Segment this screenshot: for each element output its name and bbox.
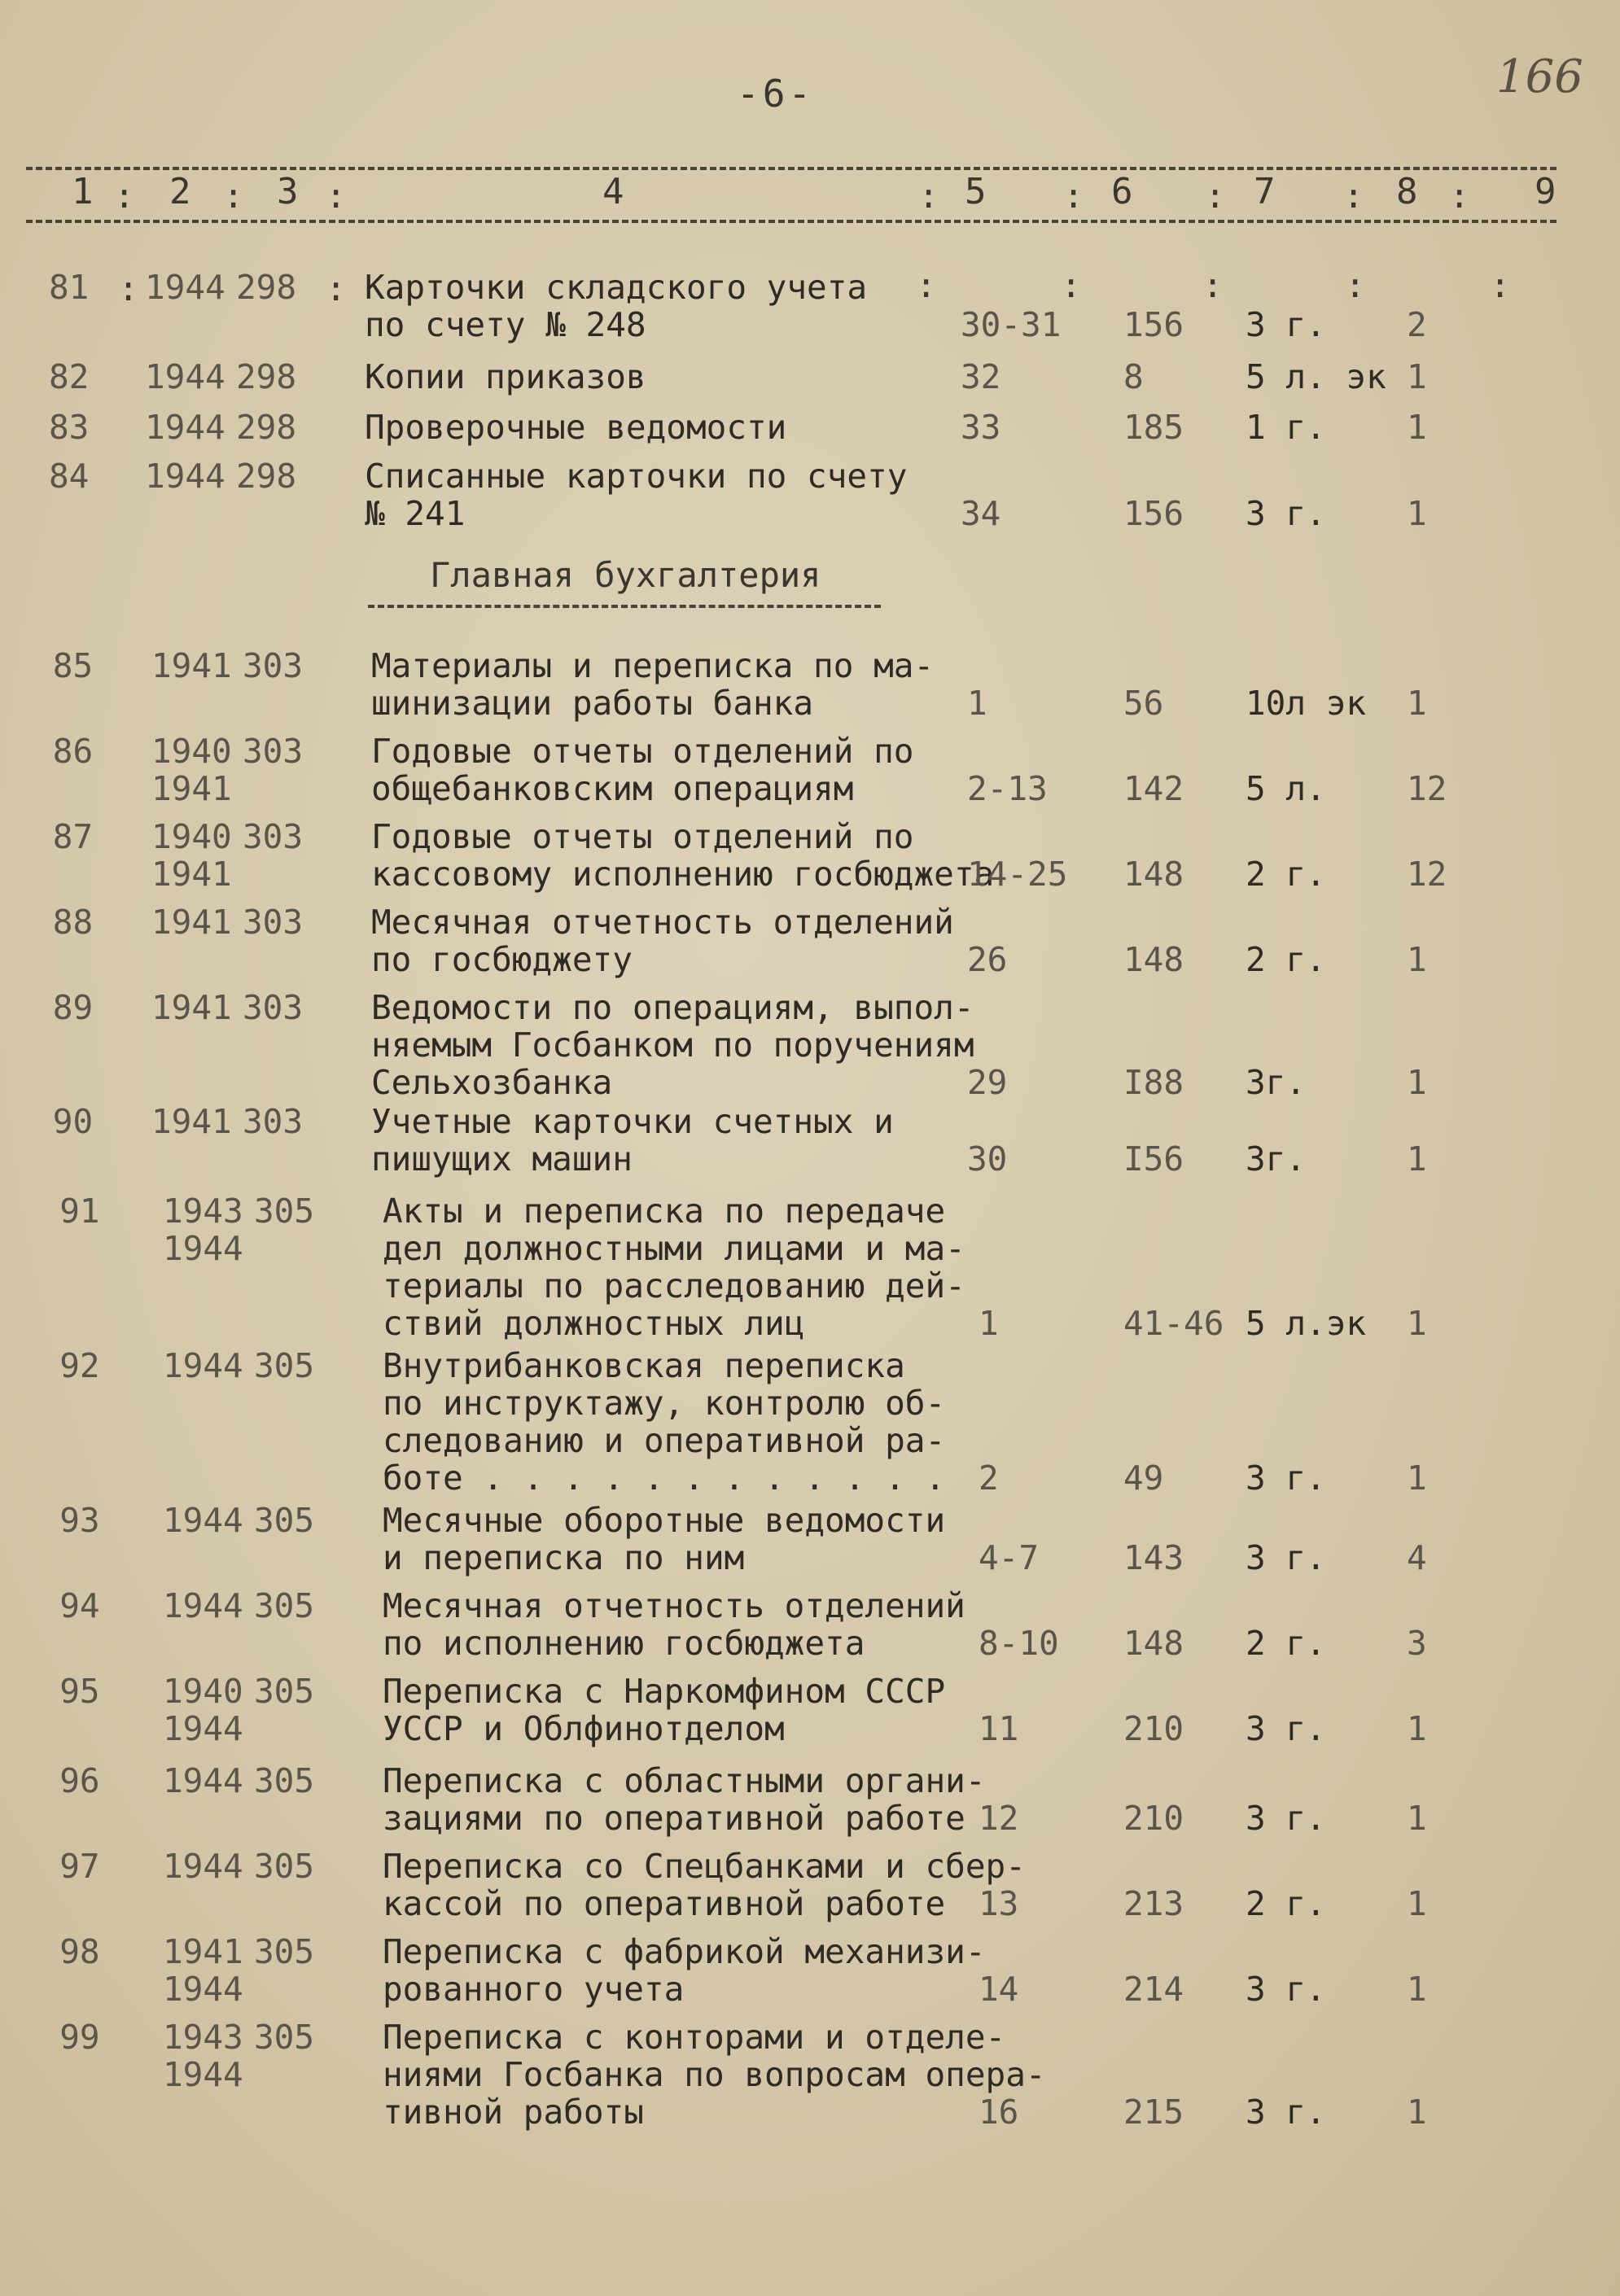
row-storage-code: 143 bbox=[1123, 1538, 1184, 1577]
header-bottom-rule bbox=[26, 220, 1557, 223]
row-storage-code: 41-46 bbox=[1123, 1304, 1224, 1343]
header-separator: : bbox=[1063, 176, 1084, 216]
row-retention-term: 1 г. bbox=[1246, 408, 1326, 447]
row-year: 1944 bbox=[145, 268, 225, 307]
row-sheets: 14 bbox=[979, 1970, 1019, 2009]
row-fund: 303 bbox=[243, 1102, 304, 1141]
row-storage-code: 156 bbox=[1123, 494, 1184, 533]
header-separator: : bbox=[1343, 176, 1364, 216]
row-year: 1944 bbox=[145, 457, 225, 496]
row-copy-count: 1 bbox=[1407, 684, 1427, 723]
row-retention-term: 3 г. bbox=[1246, 305, 1326, 344]
row-retention-term: 3г. bbox=[1246, 1139, 1307, 1179]
row-year: 1944 bbox=[163, 1346, 243, 1385]
row-separator: : bbox=[1202, 265, 1224, 305]
row-number: 88 bbox=[52, 903, 94, 942]
row-copy-count: 1 bbox=[1407, 1799, 1427, 1838]
row-retention-term: 3 г. bbox=[1246, 494, 1326, 533]
row-copy-count: 3 bbox=[1407, 1624, 1427, 1663]
row-copy-count: 1 bbox=[1407, 1970, 1427, 2009]
section-underline bbox=[368, 605, 881, 608]
row-retention-term: 3 г. bbox=[1246, 1799, 1326, 1838]
row-title: Акты и переписка по передаче дел должностными лицами и ма- териалы по расследованию дей- ствий должностных лиц bbox=[383, 1192, 965, 1343]
header-separator: : bbox=[1205, 176, 1226, 216]
row-sheets: 2-13 bbox=[967, 769, 1048, 808]
row-copy-count: 1 bbox=[1407, 2093, 1427, 2132]
row-copy-count: 1 bbox=[1407, 1304, 1427, 1343]
row-title: Ведомости по операциям, выпол- няемым Госбанком по поручениям Сельхозбанка bbox=[371, 988, 974, 1102]
row-title: Переписка со Спецбанками и сбер- кассой по оперативной работе bbox=[383, 1847, 1026, 1923]
row-retention-term: 3 г. bbox=[1246, 1459, 1326, 1498]
column-header-4: 4 bbox=[602, 171, 624, 212]
row-sheets: 4-7 bbox=[979, 1538, 1040, 1577]
row-title: Месячная отчетность отделений по исполнению госбюджета bbox=[383, 1586, 965, 1663]
header-separator: : bbox=[918, 176, 939, 216]
row-separator: : bbox=[1490, 265, 1511, 305]
row-title: Переписка с Наркомфином СССР УССР и Облфинотделом bbox=[383, 1672, 946, 1748]
row-storage-code: 185 bbox=[1123, 408, 1184, 447]
row-fund: 298 bbox=[236, 408, 297, 447]
row-title: Карточки складского учета по счету № 248 bbox=[365, 268, 868, 344]
row-fund: 303 bbox=[243, 903, 304, 942]
row-year: 1944 bbox=[163, 1761, 243, 1800]
column-header-6: 6 bbox=[1111, 171, 1133, 212]
archive-sheet-number: 166 bbox=[1496, 50, 1583, 103]
row-title: Месячная отчетность отделений по госбюджету bbox=[371, 903, 954, 979]
row-retention-term: 5 л. эк bbox=[1246, 357, 1386, 396]
row-number: 84 bbox=[49, 457, 90, 496]
row-copy-count: 1 bbox=[1407, 408, 1427, 447]
row-retention-term: 2 г. bbox=[1246, 1884, 1326, 1923]
row-storage-code: 148 bbox=[1123, 855, 1184, 894]
row-storage-code: 8 bbox=[1123, 357, 1144, 396]
row-fund: 303 bbox=[243, 732, 304, 771]
row-number: 87 bbox=[52, 817, 94, 856]
column-header-5: 5 bbox=[965, 171, 987, 212]
row-number: 94 bbox=[59, 1586, 100, 1625]
row-sheets: 1 bbox=[979, 1304, 999, 1343]
row-fund: 303 bbox=[243, 988, 304, 1027]
row-retention-term: 5 л. bbox=[1246, 769, 1326, 808]
row-fund: 305 bbox=[254, 1847, 315, 1886]
row-storage-code: 148 bbox=[1123, 1624, 1184, 1663]
column-header-7: 7 bbox=[1254, 171, 1276, 212]
row-storage-code: 156 bbox=[1123, 305, 1184, 344]
row-storage-code: 142 bbox=[1123, 769, 1184, 808]
row-copy-count: 1 bbox=[1407, 1709, 1427, 1748]
row-sheets: 12 bbox=[979, 1799, 1019, 1838]
row-number: 98 bbox=[59, 1932, 100, 1971]
row-storage-code: I88 bbox=[1123, 1063, 1184, 1102]
row-separator: : bbox=[326, 269, 347, 308]
column-header-8: 8 bbox=[1396, 171, 1418, 212]
row-fund: 298 bbox=[236, 457, 297, 496]
row-title: Копии приказов bbox=[365, 357, 646, 396]
row-storage-code: I56 bbox=[1123, 1139, 1184, 1179]
row-year: 1943 1944 bbox=[163, 2018, 243, 2094]
row-separator: : bbox=[1061, 265, 1082, 305]
row-title: Внутрибанковская переписка по инструктажу, контролю об- следованию и оперативной ра- боте . . . . . . . . . . . . bbox=[383, 1346, 946, 1498]
row-fund: 305 bbox=[254, 2018, 315, 2057]
row-fund: 305 bbox=[254, 1346, 315, 1385]
row-year: 1944 bbox=[145, 408, 225, 447]
row-sheets: 13 bbox=[979, 1884, 1019, 1923]
row-sheets: 2 bbox=[979, 1459, 999, 1498]
row-number: 96 bbox=[59, 1761, 100, 1800]
row-retention-term: 2 г. bbox=[1246, 940, 1326, 979]
row-number: 95 bbox=[59, 1672, 100, 1711]
row-number: 99 bbox=[59, 2018, 100, 2057]
row-number: 93 bbox=[59, 1501, 100, 1540]
row-retention-term: 5 л.эк bbox=[1246, 1304, 1367, 1343]
row-title: Годовые отчеты отделений по кассовому исполнению госбюджета bbox=[371, 817, 995, 894]
row-copy-count: 12 bbox=[1407, 769, 1447, 808]
row-fund: 305 bbox=[254, 1192, 315, 1231]
row-fund: 303 bbox=[243, 817, 304, 856]
row-storage-code: 214 bbox=[1123, 1970, 1184, 2009]
row-sheets: 1 bbox=[967, 684, 987, 723]
column-header-9: 9 bbox=[1535, 171, 1557, 212]
row-sheets: 30 bbox=[967, 1139, 1008, 1179]
row-number: 91 bbox=[59, 1192, 100, 1231]
row-retention-term: 2 г. bbox=[1246, 855, 1326, 894]
row-fund: 305 bbox=[254, 1932, 315, 1971]
row-sheets: 16 bbox=[979, 2093, 1019, 2132]
header-top-rule bbox=[26, 167, 1557, 170]
row-copy-count: 2 bbox=[1407, 305, 1427, 344]
row-year: 1944 bbox=[163, 1586, 243, 1625]
row-title: Материалы и переписка по ма- шинизации работы банка bbox=[371, 646, 935, 723]
row-year: 1941 bbox=[151, 646, 232, 685]
column-header-2: 2 bbox=[169, 171, 191, 212]
row-title: Месячные оборотные ведомости и переписка по ним bbox=[383, 1501, 946, 1577]
row-storage-code: 213 bbox=[1123, 1884, 1184, 1923]
row-storage-code: 148 bbox=[1123, 940, 1184, 979]
header-separator: : bbox=[114, 176, 135, 216]
row-copy-count: 4 bbox=[1407, 1538, 1427, 1577]
row-title: Проверочные ведомости bbox=[365, 408, 787, 447]
row-number: 92 bbox=[59, 1346, 100, 1385]
row-storage-code: 210 bbox=[1123, 1799, 1184, 1838]
row-number: 82 bbox=[49, 357, 90, 396]
row-storage-code: 56 bbox=[1123, 684, 1164, 723]
row-copy-count: 1 bbox=[1407, 494, 1427, 533]
row-year: 1941 bbox=[151, 988, 232, 1027]
row-retention-term: 3 г. bbox=[1246, 1538, 1326, 1577]
row-fund: 298 bbox=[236, 268, 297, 307]
row-year: 1944 bbox=[163, 1847, 243, 1886]
row-copy-count: 1 bbox=[1407, 1884, 1427, 1923]
row-fund: 298 bbox=[236, 357, 297, 396]
row-sheets: 34 bbox=[961, 494, 1001, 533]
row-number: 83 bbox=[49, 408, 90, 447]
row-year: 1940 1941 bbox=[151, 817, 232, 894]
row-copy-count: 1 bbox=[1407, 1459, 1427, 1498]
row-sheets: 30-31 bbox=[961, 305, 1062, 344]
row-separator: : bbox=[1345, 265, 1366, 305]
header-separator: : bbox=[326, 176, 347, 216]
row-retention-term: 3г. bbox=[1246, 1063, 1307, 1102]
section-heading: Главная бухгалтерия bbox=[430, 555, 821, 595]
row-retention-term: 3 г. bbox=[1246, 1970, 1326, 2009]
row-storage-code: 210 bbox=[1123, 1709, 1184, 1748]
page-number: -6- bbox=[737, 72, 815, 116]
row-title: Переписка с конторами и отделе- ниями Госбанка по вопросам опера- тивной работы bbox=[383, 2018, 1046, 2132]
row-title: Годовые отчеты отделений по общебанковским операциям bbox=[371, 732, 914, 808]
row-retention-term: 2 г. bbox=[1246, 1624, 1326, 1663]
row-title: Учетные карточки счетных и пишущих машин bbox=[371, 1102, 894, 1179]
row-fund: 303 bbox=[243, 646, 304, 685]
row-number: 97 bbox=[59, 1847, 100, 1886]
row-year: 1944 bbox=[145, 357, 225, 396]
row-sheets: 29 bbox=[967, 1063, 1008, 1102]
row-sheets: 14-25 bbox=[967, 855, 1068, 894]
row-separator: : bbox=[916, 265, 937, 305]
row-copy-count: 1 bbox=[1407, 1063, 1427, 1102]
row-year: 1940 1944 bbox=[163, 1672, 243, 1748]
row-storage-code: 215 bbox=[1123, 2093, 1184, 2132]
row-retention-term: 3 г. bbox=[1246, 2093, 1326, 2132]
row-fund: 305 bbox=[254, 1761, 315, 1800]
row-year: 1941 bbox=[151, 1102, 232, 1141]
row-year: 1940 1941 bbox=[151, 732, 232, 808]
row-copy-count: 1 bbox=[1407, 1139, 1427, 1179]
row-copy-count: 12 bbox=[1407, 855, 1447, 894]
header-separator: : bbox=[1449, 176, 1470, 216]
row-retention-term: 3 г. bbox=[1246, 1709, 1326, 1748]
row-year: 1944 bbox=[163, 1501, 243, 1540]
row-number: 85 bbox=[52, 646, 94, 685]
column-header-3: 3 bbox=[277, 171, 299, 212]
header-separator: : bbox=[223, 176, 244, 216]
row-number: 90 bbox=[52, 1102, 94, 1141]
row-sheets: 33 bbox=[961, 408, 1001, 447]
row-year: 1943 1944 bbox=[163, 1192, 243, 1268]
row-sheets: 32 bbox=[961, 357, 1001, 396]
row-sheets: 11 bbox=[979, 1709, 1019, 1748]
row-number: 81 bbox=[49, 268, 90, 307]
row-year: 1941 bbox=[151, 903, 232, 942]
row-sheets: 8-10 bbox=[979, 1624, 1059, 1663]
row-title: Переписка с фабрикой механизи- рованного учета bbox=[383, 1932, 986, 2009]
row-sheets: 26 bbox=[967, 940, 1008, 979]
column-header-1: 1 bbox=[72, 171, 94, 212]
row-fund: 305 bbox=[254, 1586, 315, 1625]
row-year: 1941 1944 bbox=[163, 1932, 243, 2009]
row-fund: 305 bbox=[254, 1672, 315, 1711]
row-fund: 305 bbox=[254, 1501, 315, 1540]
row-title: Переписка с областными органи- зациями по оперативной работе bbox=[383, 1761, 986, 1838]
row-number: 86 bbox=[52, 732, 94, 771]
row-separator: : bbox=[118, 269, 139, 308]
row-retention-term: 10л эк bbox=[1246, 684, 1367, 723]
row-title: Списанные карточки по счету № 241 bbox=[365, 457, 908, 533]
row-storage-code: 49 bbox=[1123, 1459, 1164, 1498]
row-number: 89 bbox=[52, 988, 94, 1027]
row-copy-count: 1 bbox=[1407, 357, 1427, 396]
row-copy-count: 1 bbox=[1407, 940, 1427, 979]
